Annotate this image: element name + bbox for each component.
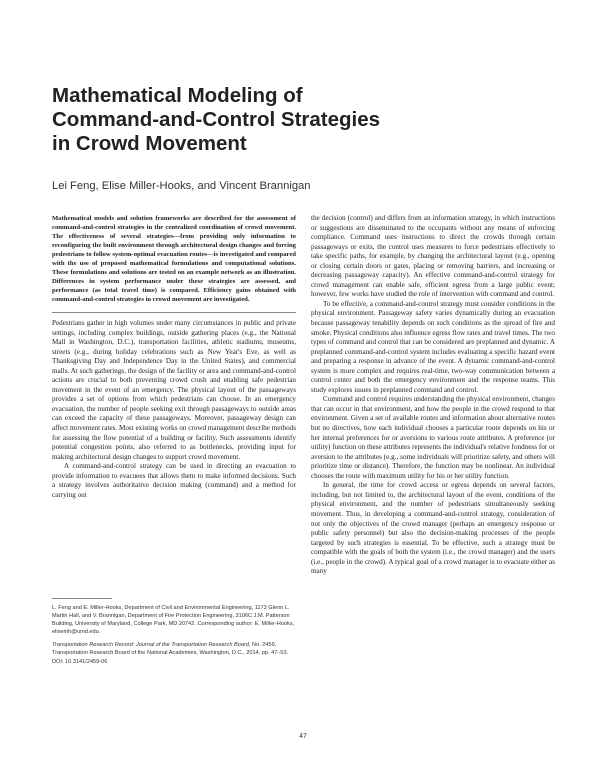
doi: DOI: 10.3141/2459-06	[52, 658, 108, 665]
abstract-divider	[52, 312, 296, 313]
footnotes	[52, 598, 296, 671]
left-body	[52, 319, 296, 500]
paper-title	[52, 84, 472, 156]
body-paragraph: In general, the time for crowd access or egress depends on several factors, including, but not limited to, the architectural layout of the event, conditions of the physical environment, and the number of pedestrians simultaneously seeking movement. Thus, in developing a command-and-control strategy, consideration of not only the objectives of the crowd manager (perhaps an emergency response or public safety personnel) but also the decision-making processes of the people targeted by such strategies is essential. To be effective, such a strategy must be compatible with the goals of both the system (i.e., the crowd manager) and the users (i.e., people in the crowd). A typical goal of a crowd manager is to evacuate either as many	[311, 481, 555, 576]
abstract: Mathematical models and solution frameworks are described for the assessment of command-and-control strategies in the centralized coordination of crowd movement. The effectiveness of several strategies—from providing only information to reconfiguring the built environment through architectural design changes and forcing pedestrians to follow system-optimal evacuation routes—is investigated and compared with the use of proposed mathematical formulations and computational solutions. These formulations and solutions are tested on an example network as an illustration. Differences in system performance under these strategies are assessed, and performance (as total travel time) is compared. Efficiency gains obtained with command-and-control strategies in crowd movement are investigated.	[52, 215, 296, 303]
body-paragraph: Command and control requires understanding the physical environment, changes that can occur in that environment, and how the people in the crowd respond to that environment. Given a set of available routes and information about alternative routes but no directives, how each individual chooses a particular route depends on his or her internal preferences for or aversions to various route attributes. A preference (or utility) function on these attributes represents the individual's relative fondness for or aversion to the attributes (e.g., some individuals will prioritize safety, and others will prioritize time or distance). Therefore, the function may be nonlinear. An individual chooses the route with maximum utility for his or her utility function.	[311, 395, 555, 480]
body-paragraph: Pedestrians gather in high volumes under many circumstances in public and private settings, including complex buildings, outside gathering places (e.g., the National Mall in Washington, D.C.), transportation facilities, athletic stadiums, museums, streets (e.g., during holiday celebrations such as New Year's Eve, as well as Thanksgiving Day and Independence Day in the United States), and commercial malls. At such gatherings, the design of the facility or area and command-and-control actions are crucial to both preventing crowd crush and enabling safe pedestrian movement in the event of an emergency. The physical layout of the passageways provides a set of options from which pedestrians can choose. In an emergency evacuation, the number of people seeking exit through passageways to outside areas can exceed the capacity of these passageways. Moreover, passageway design can affect movement rates. Most existing works on crowd management describe methods for assessing the flow potential of a building or facility. Such assessments identify potential congestion points, also referred to as bottlenecks, providing input for making architectural design changes to support crowd movement.	[52, 319, 296, 461]
left-column	[52, 214, 296, 500]
footnote-affiliation: L. Feng and E. Miller-Hooks, Department of Civil and Environmental Engineering, 1173 Glenn L. Martin Hall, and V. Brannigan, Department of Fire Protection Engineering, 3106C J.M. Patterson Building, University of Maryland, College Park, MD 20742. Corresponding author: E. Miller-Hooks, elisemh@umd.edu.	[52, 605, 295, 636]
title-line: Mathematical Modeling of	[52, 84, 303, 107]
right-column	[311, 214, 555, 577]
page-number: 47	[299, 733, 307, 740]
title-line: in Crowd Movement	[52, 132, 247, 155]
title-line: Command-and-Control Strategies	[52, 108, 381, 131]
body-paragraph: the decision (control) and differs from an information strategy, in which instructions or suggestions are disseminated to the occupants without any means of enforcing compliance. Command uses instructions to direct the crowds through certain passageways or exits, the control uses measures to force pedestrians effectively to take specific paths, for example, by changing the architectural layout (e.g., opening or closing certain doors or gates, placing or removing barriers, and increasing or decreasing passageway capacity). An effective command-and-control strategy for crowd management can enable safe, efficient egress from a large public event; however, few works have studied the role of intervention with command and control.	[311, 214, 555, 299]
body-paragraph: To be effective, a command-and-control strategy must consider conditions in the physical environment. Passageway safety varies dynamically during an evacuation because passageway tenability depends on such conditions as the spread of fire and smoke. Physical conditions also influence egress flow rates and travel times. The two types of command and control that can be considered are preplanned and dynamic. A preplanned command-and-control system includes evaluating a specific hazard event and preparing a response in advance of the event. A dynamic command-and-control system is more complex and requires real-time, two-way communication between a control center and both the emergency environment and the response teams. This study explores issues in preplanned command and control.	[311, 299, 555, 394]
footnote-journal	[52, 641, 296, 665]
body-paragraph: A command-and-control strategy can be used in directing an evacuation to provide information to evacuees that allows them to make informed decisions. Such a strategy involves authoritative decision making (command) and a method for carrying out	[52, 462, 296, 499]
journal-title: Transportation Research Record: Journal of the Transportation Research Board,	[52, 642, 251, 649]
journal-issue: No. 2459, Transportation Research Board of the National Academies, Washington, D.C., 2014, pp. 47–53.	[52, 642, 289, 657]
author-list: Lei Feng, Elise Miller-Hooks, and Vincent Brannigan	[52, 180, 311, 192]
footnote-divider	[52, 598, 112, 599]
